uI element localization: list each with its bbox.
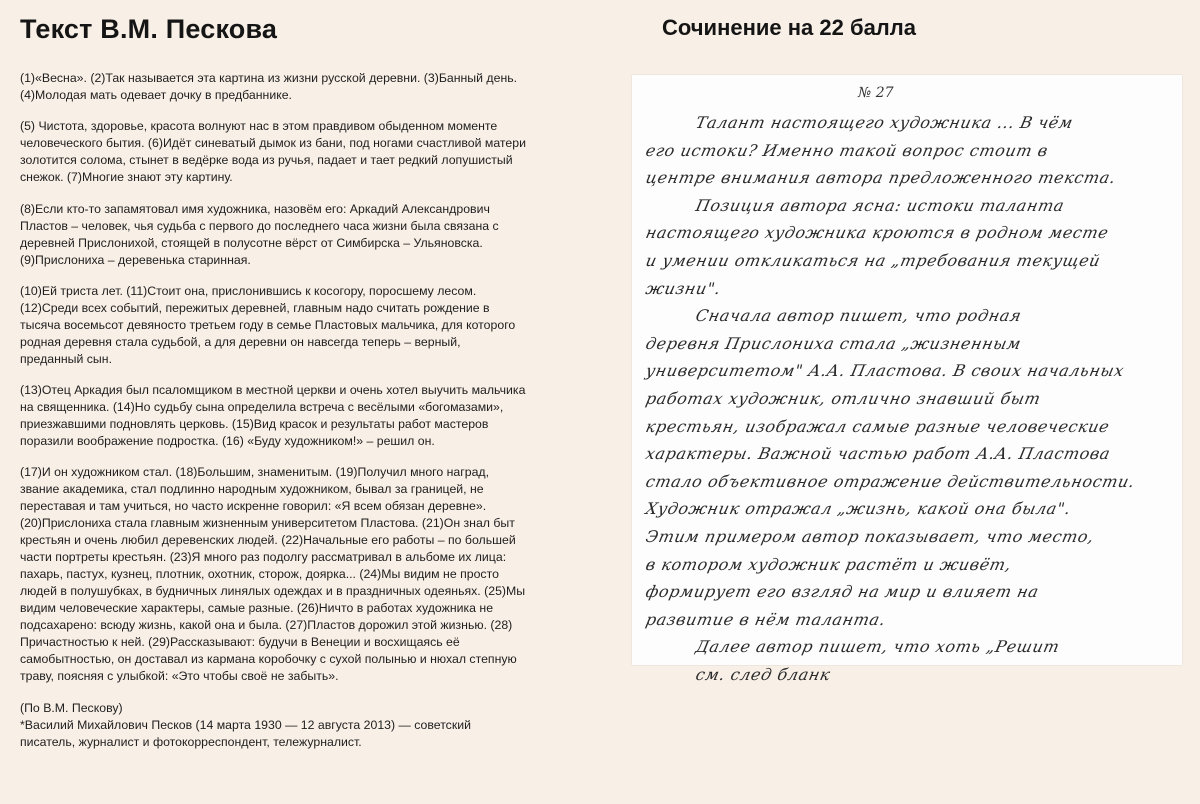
source-paragraph-5: (13)Отец Аркадия был псаломщиком в местной церкви и очень хотел выучить мальчика на священника. (14)Но судьбу сына определила встреча с весёлыми «богомазами», приезжавшими подновлять церковь. (15)Вид красок и результаты работ мастеров поразили воображение подростка. (16) «Буду художником!» – решил он. bbox=[20, 383, 526, 449]
essay-line: его истоки? Именно такой вопрос стоит в bbox=[644, 140, 1050, 160]
source-paragraph-3: (8)Если кто-то запамятовал имя художника, назовём его: Аркадий Александрович Пластов – человек, чья судьба с первого до последнего часа жизни была связана с деревней Прислонихой, стоящей в полусотне вёрст от Симбирска – Ульяновска. (9)Прислониха – деревенька старинная. bbox=[20, 201, 499, 267]
essay-line: работах художник, отлично знавший быт bbox=[644, 388, 1043, 408]
essay-line: Этим примером автор показывает, что место, bbox=[644, 526, 1097, 546]
essay-line: Талант настоящего художника ... В чём bbox=[694, 113, 1075, 132]
essay-line: см. след бланк bbox=[694, 664, 833, 684]
essay-line: деревня Прислониха стала „жизненным bbox=[644, 333, 1024, 353]
essay-line: жизни". bbox=[644, 278, 723, 298]
essay-line: университетом" А.А. Пластова. В своих начальных bbox=[644, 361, 1127, 381]
essay-line: и умении откликаться на „требования текущей bbox=[644, 250, 1103, 270]
essay-line: характеры. Важной частью работ А.А. Пластова bbox=[644, 444, 1113, 464]
source-text-title: Текст В.М. Пескова bbox=[20, 14, 278, 44]
essay-line: Далее автор пишет, что хоть „Решит bbox=[694, 637, 1062, 657]
essay-line: Художник отражал „жизнь, какой она была". bbox=[644, 499, 1073, 519]
source-attribution: (По В.М. Пескову) *Василий Михайлович Песков (14 марта 1930 — 12 августа 2013) — советский писатель, журналист и фотокорреспондент, тележурналист. bbox=[20, 700, 471, 749]
source-paragraph-1: (1)«Весна». (2)Так называется эта картина из жизни русской деревни. (3)Банный день. (4)Молодая мать одевает дочку в предбаннике. bbox=[20, 71, 518, 102]
essay-line: центре внимания автора предложенного текста. bbox=[644, 168, 1118, 188]
essay-line: развитие в нём таланта. bbox=[644, 609, 888, 629]
handwritten-essay-scan bbox=[632, 75, 1182, 684]
source-paragraph-4: (10)Ей триста лет. (11)Стоит она, прислонившись к косогору, поросшему лесом. (12)Среди всех событий, пережитых деревней, главным надо считать рождение в тысяча восемьсот девяносто третьем году в семье Пластовых мальчика, для которого родная деревня стала судьбой, а для деревни он навсегда теперь – верный, преданный сын. bbox=[20, 283, 516, 366]
essay-line: крестьян, изображал самые разные человеческие bbox=[644, 416, 1112, 436]
source-text-column bbox=[20, 14, 526, 751]
source-paragraph-2: (5) Чистота, здоровье, красота волнуют нас в этом правдивом обыденном моменте человеческого бытия. (6)Идёт синеватый дымок из бани, под ногами счастливой матери золотится солома, стынет в ведёрке вода из ручья, падает и тает редкий лопушистый снежок. (7)Многие знают эту картину. bbox=[20, 119, 526, 185]
essay-title: Сочинение на 22 балла bbox=[662, 15, 916, 40]
essay-number: № 27 bbox=[858, 85, 894, 101]
essay-line: Сначала автор пишет, что родная bbox=[694, 306, 1024, 326]
source-paragraph-6: (17)И он художником стал. (18)Большим, знаменитым. (19)Получил много наград, звание академика, стал подлинно народным художником, бывал за границей, не переставая и там учиться, но часто искренне говорил: «Я всем обязан деревне». (20)Прислониха стала главным жизненным университетом Пластова. (21)Он знал быт крестьян и очень любил деревенских людей. (22)Начальные его работы – по большей части портреты крестьян. (23)Я много раз подолгу рассматривал в альбоме их лица: пахарь, пастух, кузнец, плотник, охотник, сторож, доярка... (24)Мы видим не просто людей в полушубках, в будничных линялых одеждах и в праздничных одеяньях. (25)Мы видим человеческие характеры, самые разные. (26)Ничто в работах художника не подсахарено: всюду жизнь, какой она и была. (27)Пластов дорожил этой жизнью. (28) Причастностью к ней. (29)Рассказывают: будучи в Венеции и восхищаясь её самобытностью, он доставал из кармана коробочку с сухой полынью и нюхал степную траву, поясняя с улыбкой: «Это чтобы своё не забыть». bbox=[20, 465, 526, 684]
essay-line: формирует его взгляд на мир и влияет на bbox=[644, 582, 1041, 602]
essay-line: стало объективное отражение действительности. bbox=[644, 471, 1137, 491]
essay-line: Позиция автора ясна: истоки таланта bbox=[694, 195, 1067, 215]
essay-line: в котором художник растёт и живёт, bbox=[644, 554, 1014, 574]
essay-line: настоящего художника кроются в родном месте bbox=[644, 223, 1111, 243]
essay-lines bbox=[646, 109, 1174, 688]
